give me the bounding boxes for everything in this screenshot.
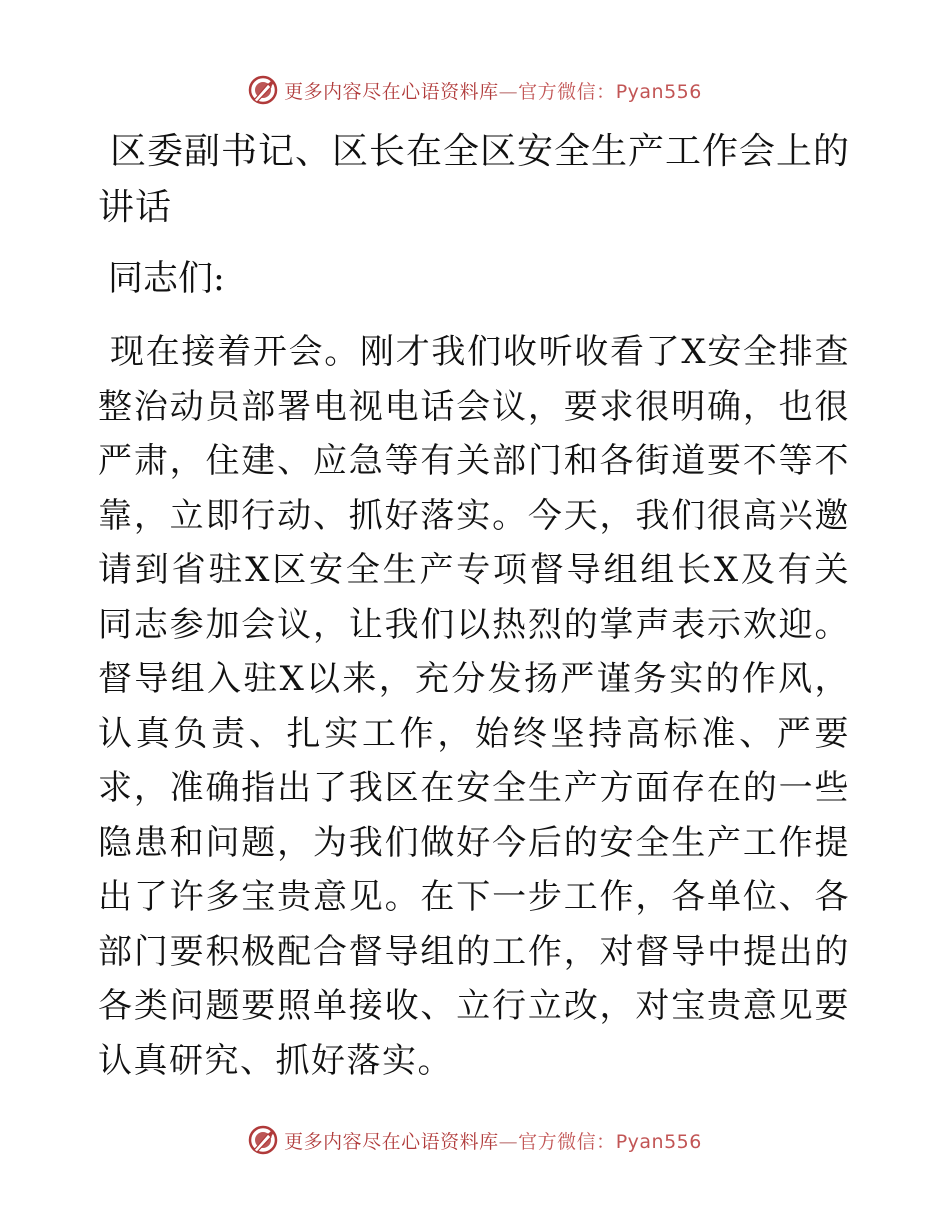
banner-text: 更多内容尽在心语资料库—官方微信：Pyan556: [284, 1130, 702, 1153]
banner-text: 更多内容尽在心语资料库—官方微信：Pyan556: [284, 80, 702, 103]
body-paragraph: 现在接着开会。刚才我们收听收看了X安全排查整治动员部署电视电话会议，要求很明确，也很严肃，住建、应急等有关部门和各街道要不等不靠，立即行动、抓好落实。今天，我们很高兴邀请到省驻X区安全生产专项督导组组长X及有关同志参加会议，让我们以热烈的掌声表示欢迎。督导组入驻X以来，充分发扬严谨务实的作风，认真负责、扎实工作，始终坚持高标准、严要求，准确指出了我区在安全生产方面存在的一些隐患和问题，为我们做好今后的安全生产工作提出了许多宝贵意见。在下一步工作，各单位、各部门要积极配合督导组的工作，对督导中提出的各类问题要照单接收、立行立改，对宝贵意见要认真研究、抓好落实。: [98, 332, 850, 1081]
footer-banner: [0, 1123, 950, 1157]
document-title: 区委副书记、区长在全区安全生产工作会上的讲话: [98, 131, 851, 228]
greeting: 同志们:: [108, 259, 225, 299]
pen-logo-icon: [248, 1125, 278, 1155]
pen-logo-icon: [248, 75, 278, 105]
header-banner: [0, 73, 950, 107]
